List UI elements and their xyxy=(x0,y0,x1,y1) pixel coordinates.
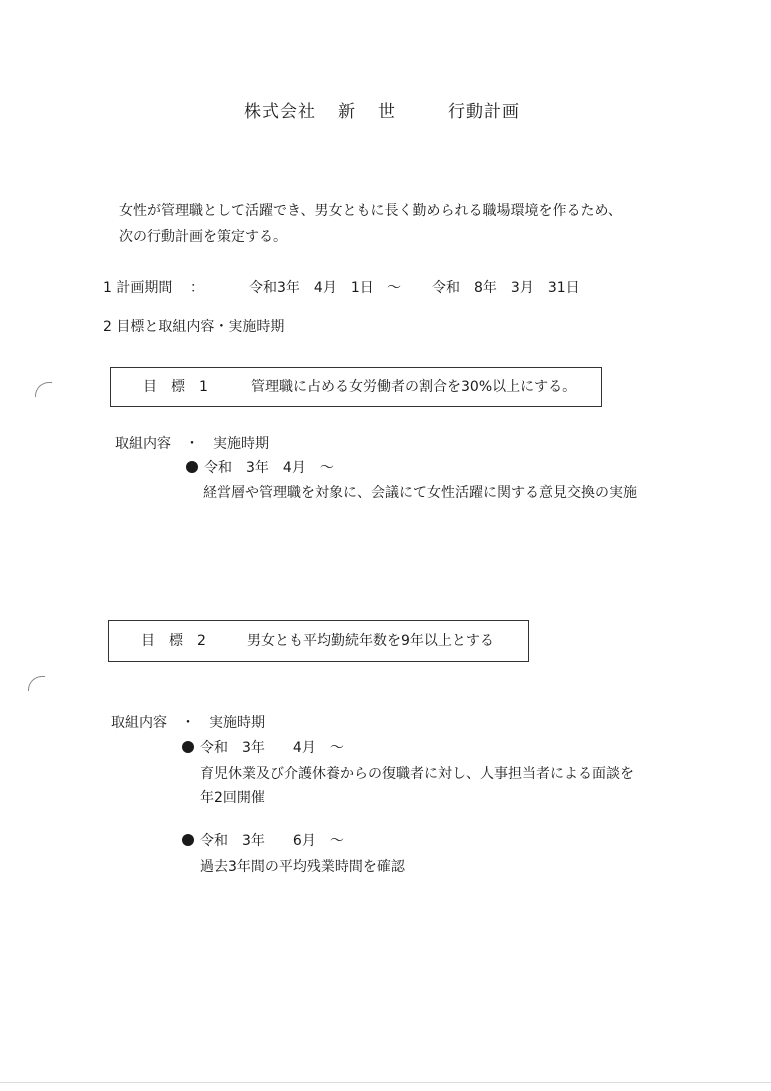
bullet-icon xyxy=(186,461,198,473)
bullet-icon xyxy=(182,834,194,846)
goal-1-text: 管理職に占める女労働者の割合を30%以上にする。 xyxy=(251,379,577,395)
plan-period-start: 令和3年 4月 1日 xyxy=(249,280,374,296)
goal-2-measures-label: 取組内容 ・ 実施時期 xyxy=(111,715,265,731)
goal-2-item-1-desc-line-1: 育児休業及び介護休養からの復職者に対し、人事担当者による面談を xyxy=(200,766,634,782)
bullet-icon xyxy=(182,741,194,753)
intro-line-2: 次の行動計画を策定する。 xyxy=(119,229,287,245)
page-bottom-edge xyxy=(0,1082,771,1083)
goal-1-item-1-desc: 経営層や管理職を対象に、会議にて女性活躍に関する意見交換の実施 xyxy=(203,485,637,501)
company-name-2: 世 xyxy=(378,102,396,122)
goal-2-item-2-date xyxy=(182,830,344,850)
plan-period-end: 令和 8年 3月 31日 xyxy=(432,280,580,296)
plan-period-colon: ： xyxy=(190,280,204,296)
goal-1-box xyxy=(110,367,602,407)
plan-period-tilde: ～ xyxy=(387,280,401,296)
punch-hole-mark xyxy=(28,676,45,691)
plan-heading: 行動計画 xyxy=(448,102,520,122)
company-type: 株式会社 xyxy=(244,102,316,122)
page-title xyxy=(244,97,520,122)
company-name-1: 新 xyxy=(338,102,356,122)
goal-1-item-1-date-text: 令和 3年 4月 ～ xyxy=(204,460,334,476)
goal-2-item-1-date-text: 令和 3年 4月 ～ xyxy=(200,740,344,756)
goal-2-box xyxy=(108,620,529,662)
goal-2-item-1-desc-line-2: 年2回開催 xyxy=(200,790,265,806)
goal-1-label: 目 標 1 xyxy=(143,379,208,395)
goal-2-item-1-date xyxy=(182,737,344,757)
goal-2-label: 目 標 2 xyxy=(141,633,206,649)
goal-2-item-2-desc-line-1: 過去3年間の平均残業時間を確認 xyxy=(200,859,405,875)
goal-1-measures-label: 取組内容 ・ 実施時期 xyxy=(115,436,269,452)
plan-period-label: 1 計画期間 xyxy=(103,280,173,296)
punch-hole-mark xyxy=(35,382,52,397)
goal-1-item-1-date xyxy=(186,457,334,477)
goals-section-label: 2 目標と取組内容・実施時期 xyxy=(103,319,285,335)
goal-2-item-2-date-text: 令和 3年 6月 ～ xyxy=(200,833,344,849)
goal-2-text: 男女とも平均勤続年数を9年以上とする xyxy=(247,633,494,649)
intro-line-1: 女性が管理職として活躍でき、男女ともに長く勤められる職場環境を作るため、 xyxy=(119,203,622,219)
